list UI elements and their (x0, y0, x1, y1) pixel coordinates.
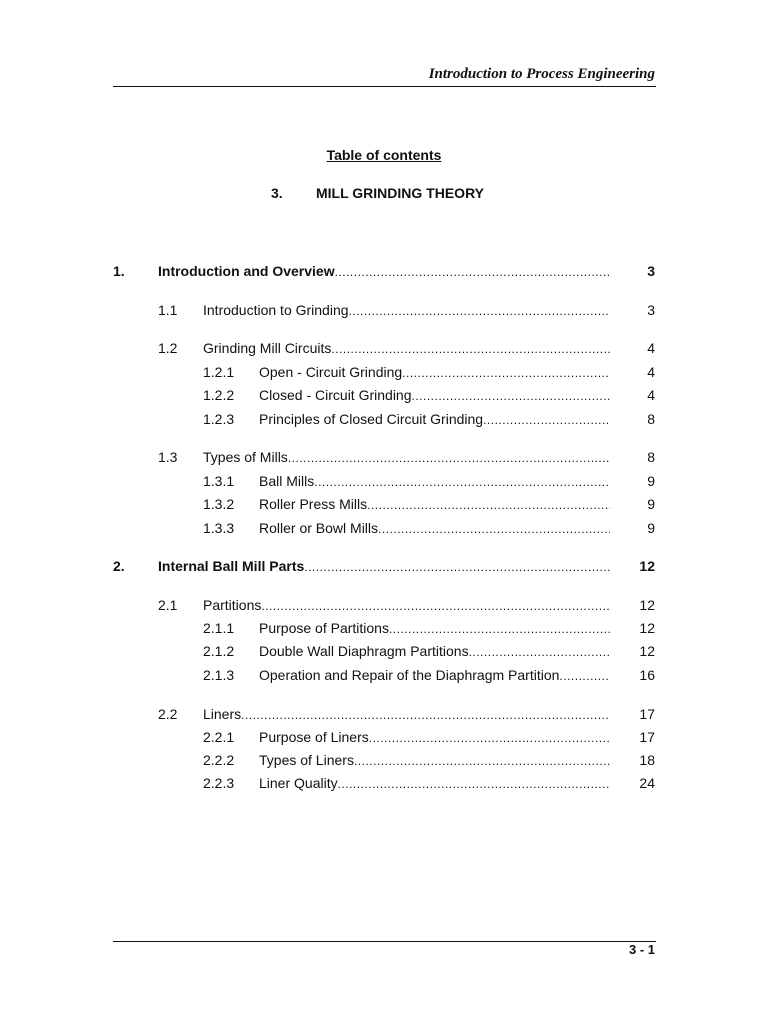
toc-dot-leader (338, 777, 610, 791)
toc-entry-page: 17 (639, 729, 655, 745)
toc-entry-title-wrap (259, 667, 610, 683)
toc-entry-number: 2.2.2 (203, 752, 235, 768)
toc-entry-page: 12 (639, 620, 655, 636)
toc-dot-leader (349, 304, 610, 318)
toc-entry-page: 4 (647, 364, 655, 380)
toc-entry-number: 1.1 (158, 302, 178, 318)
toc-entry-number: 2.1.2 (203, 643, 235, 659)
toc-dot-leader (402, 366, 610, 380)
toc-entry-number: 2. (113, 558, 125, 574)
toc-entry[interactable] (0, 520, 768, 538)
toc-entry-page: 18 (639, 752, 655, 768)
toc-entry-title: Types of Liners (259, 752, 354, 768)
toc-dot-leader (331, 342, 610, 356)
toc-entry-title-wrap (259, 643, 610, 659)
toc-entry-number: 1.2.2 (203, 387, 235, 403)
toc-dot-leader (241, 708, 610, 722)
chapter-heading (0, 185, 768, 203)
toc-entry-title: Roller Press Mills (259, 496, 368, 512)
toc-entry-title: Liner Quality (259, 775, 338, 791)
toc-entry-title: Ball Mills (259, 473, 315, 489)
toc-entry[interactable] (0, 449, 768, 467)
toc-entry-title: Internal Ball Mill Parts (158, 558, 305, 574)
toc-entry-page: 17 (639, 706, 655, 722)
toc-entry-title: Purpose of Liners (259, 729, 369, 745)
toc-entry-page: 4 (647, 387, 655, 403)
toc-entry-title: Closed - Circuit Grinding (259, 387, 412, 403)
toc-entry[interactable] (0, 752, 768, 770)
toc-dot-leader (412, 389, 611, 403)
toc-entry-title: Principles of Closed Circuit Grinding (259, 411, 484, 427)
toc-entry[interactable] (0, 496, 768, 514)
toc-entry-page: 9 (647, 473, 655, 489)
toc-dot-leader (389, 622, 610, 636)
toc-entry-title-wrap (203, 706, 610, 722)
toc-dot-leader (354, 754, 610, 768)
toc-dot-leader (483, 413, 610, 427)
toc-entry-page: 12 (639, 643, 655, 659)
toc-entry[interactable] (0, 775, 768, 793)
toc-entry-page: 3 (647, 263, 655, 279)
toc-entry-page: 24 (639, 775, 655, 791)
toc-entry-title-wrap (203, 302, 610, 318)
toc-entry-title: Introduction to Grinding (203, 302, 349, 318)
toc-entry[interactable] (0, 302, 768, 320)
toc-entry-page: 12 (639, 597, 655, 613)
toc-entry-title-wrap (259, 752, 610, 768)
toc-entry-page: 12 (639, 558, 655, 574)
toc-entry-number: 1.2.3 (203, 411, 235, 427)
toc-entry-title-wrap (259, 620, 610, 636)
toc-entry-title-wrap (158, 558, 610, 574)
toc-dot-leader (378, 522, 610, 536)
toc-entry-title-wrap (203, 340, 610, 356)
toc-entry[interactable] (0, 729, 768, 747)
toc-dot-leader (261, 599, 610, 613)
toc-entry-title: Purpose of Partitions (259, 620, 389, 636)
toc-entry-title-wrap (259, 364, 610, 380)
toc-entry-page: 8 (647, 411, 655, 427)
toc-entry-page: 8 (647, 449, 655, 465)
toc-entry-number: 1.3.3 (203, 520, 235, 536)
toc-entry[interactable] (0, 364, 768, 382)
toc-entry-number: 2.2 (158, 706, 178, 722)
header-rule (113, 86, 656, 87)
toc-entry-number: 1.3 (158, 449, 178, 465)
toc-entry-number: 2.2.3 (203, 775, 235, 791)
toc-entry-title: Double Wall Diaphragm Partitions (259, 643, 469, 659)
toc-dot-leader (288, 451, 610, 465)
toc-dot-leader (304, 560, 610, 574)
chapter-number: 3. (271, 185, 283, 201)
toc-entry-page: 3 (647, 302, 655, 318)
toc-entry-number: 1. (113, 263, 125, 279)
toc-entry-number: 2.1.3 (203, 667, 235, 683)
page-number: 3 - 1 (628, 942, 655, 957)
toc-entry-number: 1.2 (158, 340, 178, 356)
toc-entry[interactable] (0, 263, 768, 281)
toc-entry-title: Operation and Repair of the Diaphragm Partition (259, 667, 560, 683)
document-title: Introduction to Process Engineering (428, 66, 655, 82)
toc-entry-title-wrap (259, 411, 610, 427)
toc-entry-title-wrap (203, 597, 610, 613)
toc-dot-leader (559, 669, 610, 683)
toc-entry[interactable] (0, 473, 768, 491)
toc-entry-number: 2.1.1 (203, 620, 235, 636)
toc-entry-title-wrap (259, 775, 610, 791)
toc-entry[interactable] (0, 643, 768, 661)
toc-entry-title-wrap (203, 449, 610, 465)
toc-dot-leader (367, 498, 610, 512)
toc-entry-title: Grinding Mill Circuits (203, 340, 332, 356)
toc-entry-title: Introduction and Overview (158, 263, 335, 279)
toc-entry-title: Partitions (203, 597, 262, 613)
toc-entry-title-wrap (259, 520, 610, 536)
toc-entry-title-wrap (158, 263, 610, 279)
toc-entry-page: 9 (647, 496, 655, 512)
toc-entry-number: 2.2.1 (203, 729, 235, 745)
toc-entry-number: 1.2.1 (203, 364, 235, 380)
toc-entry[interactable] (0, 597, 768, 615)
toc-entry-number: 1.3.1 (203, 473, 235, 489)
toc-entry[interactable] (0, 667, 768, 685)
toc-entry-page: 4 (647, 340, 655, 356)
toc-entry-page: 16 (639, 667, 655, 683)
toc-entry-title-wrap (259, 473, 610, 489)
toc-entry-title-wrap (259, 496, 610, 512)
toc-entry[interactable] (0, 411, 768, 429)
toc-entry[interactable] (0, 620, 768, 638)
toc-heading: Table of contents (326, 147, 442, 163)
toc-entry-title: Types of Mills (203, 449, 288, 465)
chapter-title: MILL GRINDING THEORY (316, 185, 484, 201)
toc-entry-title: Open - Circuit Grinding (259, 364, 403, 380)
toc-entry-title-wrap (259, 387, 610, 403)
toc-dot-leader (335, 265, 610, 279)
footer-rule (113, 941, 656, 942)
toc-dot-leader (369, 731, 610, 745)
toc-dot-leader (314, 475, 610, 489)
toc-entry-page: 9 (647, 520, 655, 536)
toc-entry[interactable] (0, 387, 768, 405)
toc-entry-number: 1.3.2 (203, 496, 235, 512)
toc-entry-title: Liners (203, 706, 242, 722)
toc-entry[interactable] (0, 340, 768, 358)
toc-entry-number: 2.1 (158, 597, 178, 613)
toc-entry-title: Roller or Bowl Mills (259, 520, 379, 536)
toc-entry[interactable] (0, 706, 768, 724)
toc-entry[interactable] (0, 558, 768, 576)
toc-entry-title-wrap (259, 729, 610, 745)
toc-dot-leader (469, 645, 610, 659)
